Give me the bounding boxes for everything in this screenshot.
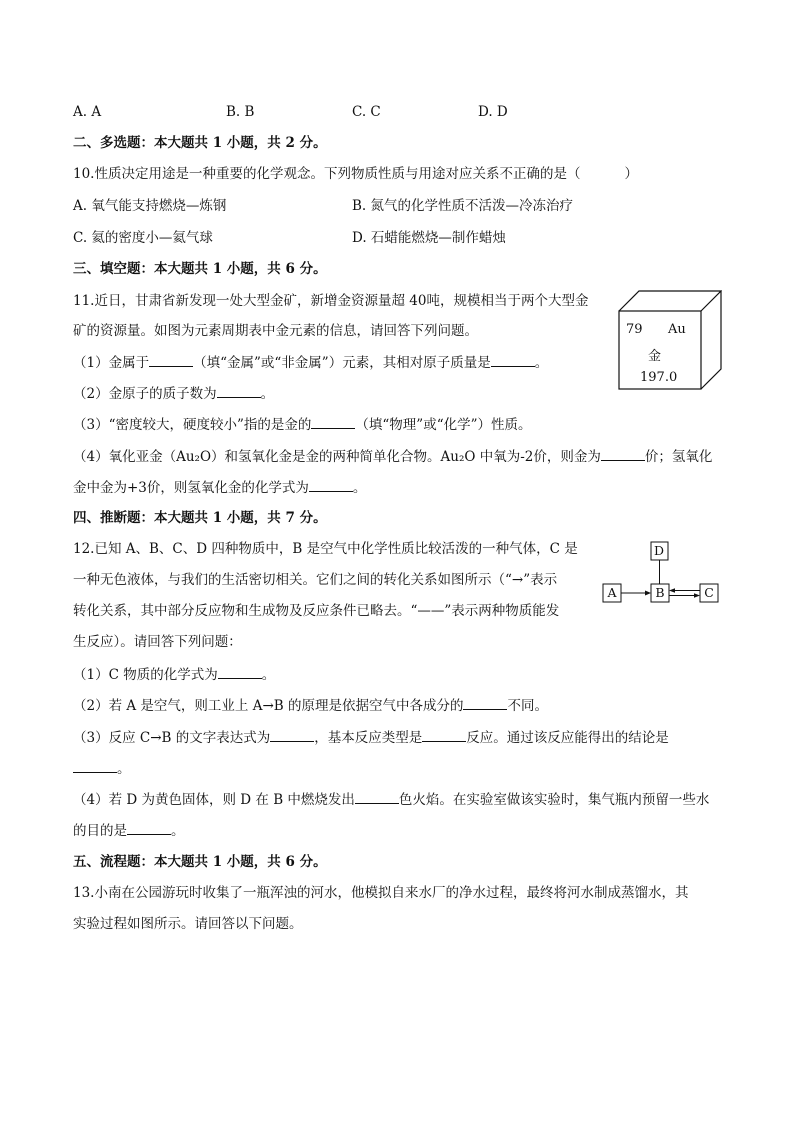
- part-text: 价；氢氧化: [644, 449, 713, 465]
- answer-blank[interactable]: [355, 789, 399, 804]
- q10-option-a: A. 氧气能支持燃烧—炼钢: [73, 198, 227, 214]
- answer-blank[interactable]: [149, 352, 193, 367]
- part-text: （填“金属”或“非金属”）元素，其相对原子质量是: [193, 355, 491, 371]
- answer-blank[interactable]: [422, 727, 466, 742]
- answer-blank[interactable]: [218, 664, 262, 679]
- part-text: （1）金属于: [73, 355, 150, 371]
- section-prefix: 三、填空题：: [73, 261, 154, 277]
- option-c: C. C: [352, 104, 381, 120]
- atomic-number: 79: [626, 322, 643, 337]
- question-10-stem: [73, 164, 638, 184]
- question-11-part-4: [73, 446, 712, 467]
- part-text: 色火焰。在实验室做该实验时，集气瓶内预留一些水: [398, 792, 710, 808]
- part-text: （2）金原子的质子数为: [73, 386, 217, 402]
- section-prefix: 四、推断题：: [73, 510, 154, 526]
- section-prefix: 五、流程题：: [73, 854, 154, 870]
- answer-blank[interactable]: [601, 446, 645, 461]
- part-text: 。: [534, 355, 549, 371]
- part-text: ，基本反应类型是: [314, 730, 423, 746]
- q10-option-c: C. 氦的密度小—氦气球: [73, 230, 213, 246]
- part-text: 金中金为+3价，则氢氧化金的化学式为: [73, 480, 309, 496]
- substance-relation-diagram: [600, 540, 725, 610]
- answer-blank[interactable]: [217, 383, 261, 398]
- part-text: （4）氧化亚金（Au₂O）和氢氧化金是金的两种简单化合物。Au₂O 中氧为-2价，则金为: [73, 449, 601, 465]
- question-11-part-3: [73, 414, 532, 435]
- part-text: 不同。: [507, 698, 548, 714]
- answer-blank[interactable]: [311, 414, 355, 429]
- gold-element-card: [618, 290, 722, 390]
- part-text: 。: [261, 667, 276, 683]
- section-score: 本大题共 1 小题，共 2 分。: [154, 135, 327, 151]
- node-b: B: [655, 585, 665, 600]
- part-text: 反应。通过该反应能得出的结论是: [466, 730, 669, 746]
- question-11-part-4-cont: [73, 477, 366, 498]
- question-text: 10.性质决定用途是一种重要的化学观念。下列物质性质与用途对应关系不正确的是（: [73, 166, 581, 182]
- question-text-end: ）: [624, 166, 638, 182]
- answer-blank[interactable]: [127, 820, 171, 835]
- part-text: （3）“密度较大，硬度较小”指的是金的: [73, 417, 312, 433]
- section-score: 本大题共 1 小题，共 6 分。: [154, 854, 327, 870]
- element-symbol: Au: [668, 322, 686, 337]
- question-12-line-3: 转化关系，其中部分反应物和生成物及反应条件已略去。“——”表示两种物质能发: [73, 603, 560, 619]
- question-13-line-1: 13.小南在公园游玩时收集了一瓶浑浊的河水，他模拟自来水厂的净水过程，最终将河水制成蒸馏水，其: [73, 885, 689, 901]
- question-12-line-4: 生反应）。请回答下列问题：: [73, 634, 242, 650]
- answer-blank[interactable]: [270, 727, 314, 742]
- answer-blank[interactable]: [491, 352, 535, 367]
- question-11-line-2: 矿的资源量。如图为元素周期表中金元素的信息，请回答下列问题。: [73, 323, 478, 339]
- atomic-mass: 197.0: [640, 370, 678, 385]
- question-12-line-2: 一种无色液体，与我们的生活密切相关。它们之间的转化关系如图所示（“→”表示: [73, 572, 558, 588]
- question-12-part-3: [73, 727, 669, 748]
- section-heading-inference: [73, 508, 327, 528]
- part-text: （2）若 A 是空气，则工业上 A→B 的原理是依据空气中各成分的: [73, 698, 464, 714]
- question-11-part-1: [73, 352, 548, 373]
- section-score: 本大题共 1 小题，共 7 分。: [154, 510, 327, 526]
- part-text: （1）C 物质的化学式为: [73, 667, 218, 683]
- answer-blank[interactable]: [463, 695, 507, 710]
- section-heading-fill-in: [73, 259, 327, 279]
- answer-blank[interactable]: [309, 477, 353, 492]
- part-text: 。: [260, 386, 275, 402]
- q10-option-b: B. 氮气的化学性质不活泼—冷冻治疗: [352, 198, 574, 214]
- section-heading-multiple-choice: [73, 133, 327, 153]
- part-text: 。: [352, 480, 367, 496]
- question-11-line-1: 11.近日，甘肃省新发现一处大型金矿，新增金资源量超 40吨，规模相当于两个大型金: [73, 293, 589, 309]
- question-11-part-2: [73, 383, 274, 404]
- part-text: 。: [171, 823, 185, 839]
- question-12-part-2: [73, 695, 548, 716]
- node-a: A: [607, 585, 617, 600]
- node-d: D: [653, 543, 665, 558]
- question-12-part-4: [73, 789, 709, 810]
- part-text: （4）若 D 为黄色固体，则 D 在 B 中燃烧发出: [73, 792, 355, 808]
- node-c: C: [704, 585, 714, 600]
- option-a: A. A: [73, 104, 102, 120]
- q10-option-d: D. 石蜡能燃烧—制作蜡烛: [352, 230, 506, 246]
- question-13-line-2: 实验过程如图所示。请回答以下问题。: [73, 916, 303, 932]
- question-12-part-1: [73, 664, 275, 685]
- question-12-part-3-cont: [73, 758, 131, 779]
- part-text: 的目的是: [73, 823, 127, 839]
- section-score: 本大题共 1 小题，共 6 分。: [154, 261, 327, 277]
- element-name: 金: [648, 349, 662, 364]
- option-b: B. B: [226, 104, 255, 120]
- section-heading-process: [73, 852, 327, 872]
- answer-blank[interactable]: [73, 758, 117, 773]
- question-12-line-1: 12.已知 A、B、C、D 四种物质中，B 是空气中化学性质比较活泼的一种气体，C 是: [73, 541, 578, 557]
- part-text: （填“物理”或“化学”）性质。: [355, 417, 532, 433]
- part-text: 。: [117, 761, 131, 777]
- question-12-part-4-cont: [73, 820, 185, 841]
- section-prefix: 二、多选题：: [73, 135, 154, 151]
- part-text: （3）反应 C→B 的文字表达式为: [73, 730, 271, 746]
- option-d: D. D: [478, 104, 508, 120]
